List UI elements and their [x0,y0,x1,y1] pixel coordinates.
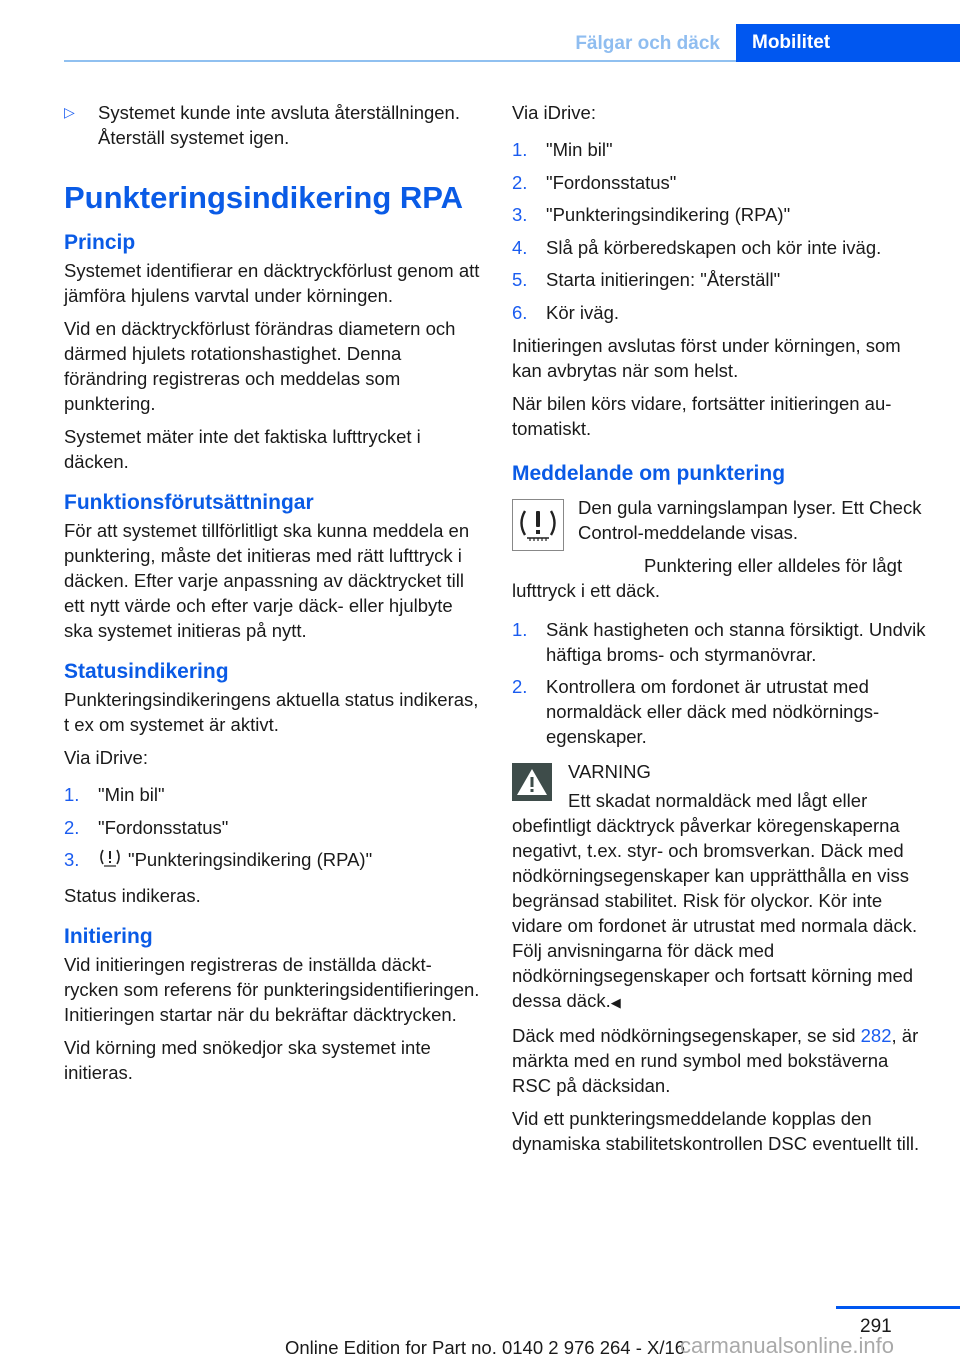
paragraph: Vid initieringen registreras de inställda däcktrycken som referens för punkteringsidentifieringen. Initieringen startar när du bekräftar däcktrycken. [64,954,480,1026]
list-item: 2. Kontrollera om fordonet är utrustat med normaldäck eller däck med nödkörningsegenskaper. [512,676,880,747]
list-item: 6. Kör iväg. [512,301,620,323]
paragraph: För att systemet tillförlitligt ska kunna meddela en punktering, måste det initieras med rätt lufttryck i däcken. Efter varje anpassning av däcktrycket till ett nytt värde och efter varje däck- eller hjulbyte ska systemet initieras på nytt. [64,520,470,641]
heading-status: Statusindikering [64,660,229,683]
paragraph: Status indikeras. [64,885,201,907]
watermark: carmanualsonline.info [680,1333,895,1358]
heading-princip: Princip [64,231,136,254]
list-item: 3. "Punkteringsindikering (RPA)" [64,847,480,875]
chapter-tab[interactable]: Mobilitet [736,24,960,62]
paragraph: Den gula varningslampan lyser. Ett Check Control-meddelande visas. [578,496,922,543]
tire-pressure-warning-icon [98,847,122,875]
via-idrive-label: Via iDrive: [512,102,596,123]
triangle-bullet-icon: ▷ [64,104,75,120]
paragraph: Punkteringsindikeringens aktuella status indikeras, t ex om systemet är aktivt. [64,689,479,735]
list-item: 5. Starta initieringen: "Återställ" [512,269,781,290]
tire-pressure-warning-icon [512,499,564,551]
warning-triangle-icon [512,763,552,801]
warning-block [512,759,928,1023]
list-item: 1. "Min bil" [512,139,613,160]
list-item: 2. "Fordonsstatus" [64,816,229,838]
paragraph: Systemet identifierar en däcktryckförlust genom att jämföra hjulens varvtal under körningen. [64,260,480,306]
left-column [64,100,480,1093]
punktering-steps [512,617,928,750]
paragraph: Vid ett punkteringsmeddelande kopplas den dynamiska stabilitetskontrollen DSC eventuellt till. [512,1108,920,1154]
list-item: 4. Slå på körberedskapen och kör inte iväg. [512,236,882,258]
list-item: 2. "Fordonsstatus" [512,171,677,193]
paragraph: Initieringen avslutas först under körningen, som kan avbrytas när som helst. [512,334,901,381]
paragraph: Vid körning med snökedjor ska systemet inte initieras. [64,1037,431,1084]
paragraph: Vid en däcktryckförlust förändras diametern och därmed hjulets rotationshastighet. Denna förändring registreras och meddelas som punktering. [64,318,456,414]
heading-funktion: Funktionsförutsättningar [64,491,314,514]
page-title: Punkteringsindikering RPA [64,180,464,215]
paragraph: Däck med nödkörningsegenskaper, se sid 282, är märkta med en rund symbol med bokstäverna RSC på däcksidan. [512,1025,919,1096]
list-item: 3. "Punkteringsindikering (RPA)" [512,204,791,225]
heading-initiering: Initiering [64,925,153,949]
footer-rule [836,1306,960,1309]
page-link[interactable]: 282 [860,1025,892,1046]
via-idrive-label: Via iDrive: [64,747,148,768]
bullet-item [64,100,480,150]
paragraph: Punktering eller alldeles för lågt lufttryck i ett däck. [512,554,903,601]
paragraph: Systemet mäter inte det faktiska lufttrycket i däcken. [64,426,421,472]
right-column [512,100,928,1164]
bullet-text: Systemet kunde inte avsluta återställningen. Återställ systemet igen. [98,102,460,148]
heading-meddelande: Meddelande om punktering [512,461,786,485]
warning-label: VARNING [568,761,651,782]
initiering-steps [512,137,928,325]
status-steps [64,782,480,875]
list-item: 1. Sänk hastigheten och stanna försiktigt. Undvik häftiga broms- och styrmanövrar. [512,618,926,665]
list-item: 1. "Min bil" [64,784,165,805]
paragraph: När bilen körs vidare, fortsätter initieringen automatiskt. [512,392,892,439]
edition-text: Online Edition for Part no. 0140 2 976 264 - X/16 [285,1337,686,1358]
page-number: 291 [860,1316,892,1337]
section-tab[interactable]: Fälgar och däck [575,33,720,54]
warning-text: Ett skadat normaldäck med lågt eller obefintligt däcktryck påverkar köregenskaperna negativt, t.ex. styr- och bromsverkan. Däck med nödkörningsegenskaper kan upprätthålla en viss begränsad stabilitet. Risk för olyckor. Kör inte vidare om fordonet är utrustat med normala däck. Följ anvisningarna för däck med nödkörningsegenskaper och fortsatt körning med dessa däck.◀ [512,790,918,1011]
end-marker-icon: ◀ [610,995,621,1010]
